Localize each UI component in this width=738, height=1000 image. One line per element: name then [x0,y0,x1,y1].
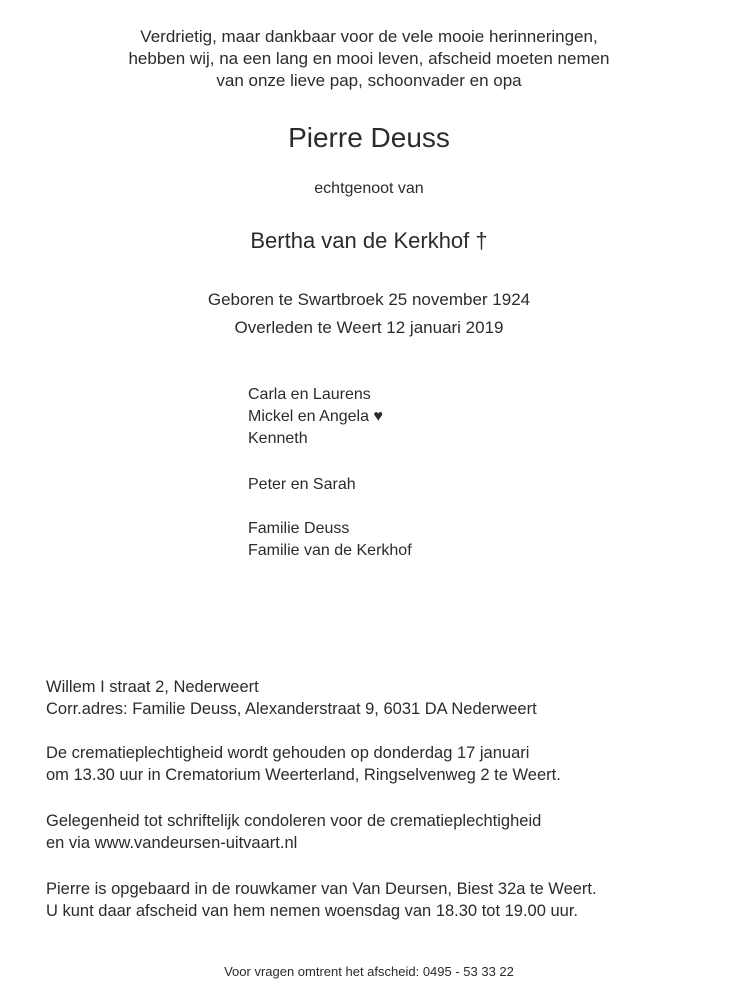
intro-text [0,26,738,92]
footer-contact: Voor vragen omtrent het afscheid: 0495 - 53 33 22 [224,964,514,979]
correspondence-line: Corr.adres: Familie Deuss, Alexanderstraat 9, 6031 DA Nederweert [46,700,537,718]
death-line: Overleden te Weert 12 januari 2019 [234,318,504,337]
viewing-block [46,878,597,922]
ceremony-line: om 13.30 uur in Crematorium Weerterland, Ringselvenweg 2 te Weert. [46,766,561,784]
family-group-second [248,474,356,496]
family-member: Kenneth [248,430,308,447]
intro-line: hebben wij, na een lang en mooi leven, afscheid moeten nemen [128,49,610,68]
family-member: Mickel en Angela ♥ [248,408,383,425]
spouse-name: Bertha van de Kerkhof † [250,228,488,253]
life-dates [0,286,738,342]
condolence-line: Gelegenheid tot schriftelijk condoleren voor de crematieplechtigheid [46,812,542,830]
deceased-name: Pierre Deuss [288,122,450,153]
intro-line: van onze lieve pap, schoonvader en opa [216,71,522,90]
condolence-line: en via www.vandeursen-uitvaart.nl [46,834,298,852]
family-member: Peter en Sarah [248,476,356,493]
condolence-block [46,810,541,854]
ceremony-line: De crematieplechtigheid wordt gehouden op donderdag 17 januari [46,744,530,762]
viewing-line: Pierre is opgebaard in de rouwkamer van Van Deursen, Biest 32a te Weert. [46,880,597,898]
family-group-children [248,384,383,450]
ceremony-block [46,742,561,786]
address-line: Willem I straat 2, Nederweert [46,678,259,696]
family-group-relatives [248,518,412,562]
birth-line: Geboren te Swartbroek 25 november 1924 [207,290,531,309]
address-block [46,676,537,720]
spouse-relation: echtgenoot van [314,180,424,197]
family-member: Familie van de Kerkhof [248,542,412,559]
family-member: Carla en Laurens [248,386,371,403]
intro-line: Verdrietig, maar dankbaar voor de vele mooie herinneringen, [140,27,598,46]
viewing-line: U kunt daar afscheid van hem nemen woensdag van 18.30 tot 19.00 uur. [46,902,579,920]
family-member: Familie Deuss [248,520,350,537]
